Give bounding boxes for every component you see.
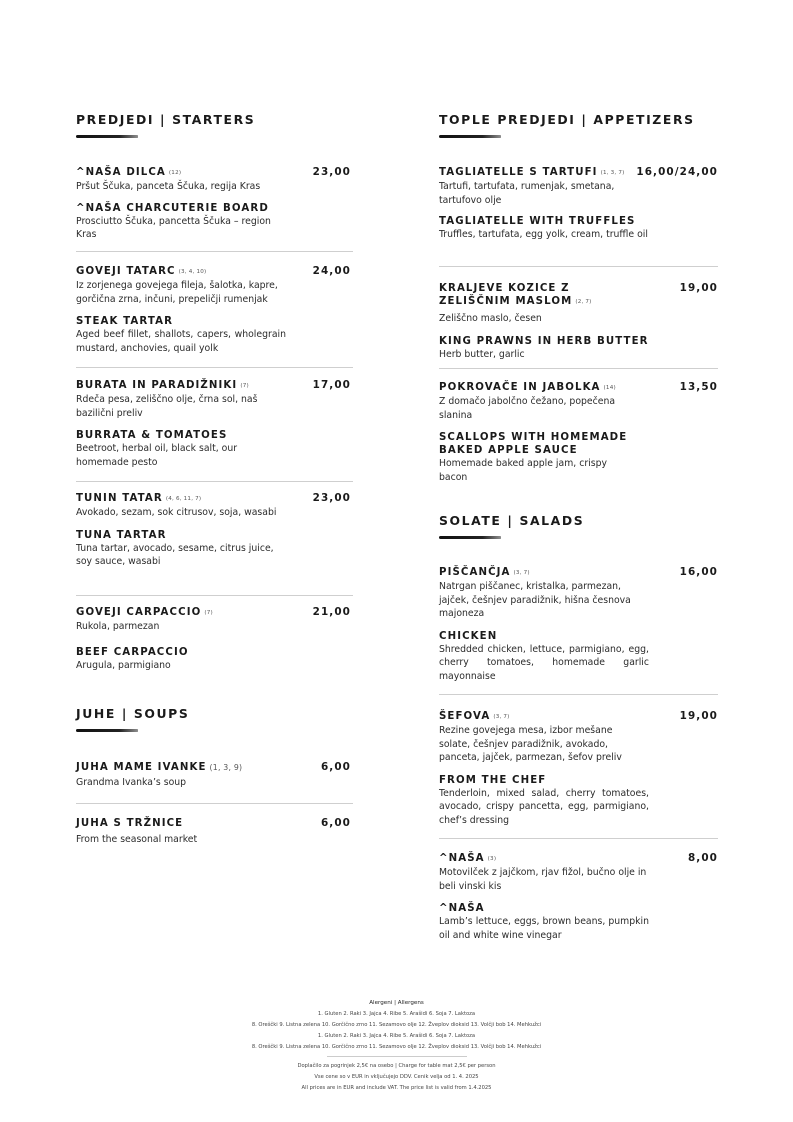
item-description-en: Tuna tartar, avocado, sesame, citrus juice, soy sauce, wasabi — [76, 542, 274, 567]
cover-charge-note: Doplačilo za pogrinjek 2,5€ na osebo | Charge for table mat 2,5€ per person — [297, 1063, 496, 1069]
item-price: 8,00 — [687, 852, 718, 864]
divider — [439, 694, 718, 695]
allergen-codes: (1, 3, 9) — [209, 763, 243, 772]
item-description-en: Truffles, tartufata, egg yolk, cream, truffle oil — [439, 229, 648, 240]
item-name: ^NAŠA DILCA — [76, 167, 166, 178]
allergens-line: 1. Gluten 2. Raki 3. Jajca 4. Ribe 5. Arašidi 6. Soja 7. Laktoza — [317, 1011, 476, 1017]
item-description-en: Tenderloin, mixed salad, cherry tomatoes, avocado, crispy pancetta, egg, parmigiano, chef’s dressing — [439, 787, 649, 826]
allergen-codes: (2, 7) — [575, 299, 592, 305]
item-name: TAGLIATELLE S TARTUFI — [439, 167, 598, 178]
section-starters — [76, 113, 353, 138]
item-price: 17,00 — [312, 379, 351, 391]
item-description: Iz zorjenega govejega fileja, šalotka, kapre, gorčična zrna, inčuni, prepeličji rumenjak — [76, 280, 278, 305]
item-description: Grandma Ivanka’s soup — [76, 777, 187, 788]
item-price: 21,00 — [312, 606, 351, 618]
allergens-line: 1. Gluten 2. Raki 3. Jajca 4. Ribe 5. Arašidi 6. Soja 7. Laktoza — [317, 1033, 476, 1039]
item-description: Rukola, parmezan — [76, 621, 160, 632]
item-name-en: TUNA TARTAR — [76, 529, 167, 541]
allergens-title: Alergeni | Allergens — [369, 1000, 424, 1006]
item-name: GOVEJI CARPACCIO — [76, 607, 202, 618]
allergen-codes: (12) — [168, 170, 182, 176]
menu-item — [439, 381, 718, 484]
item-description: Natrgan piščanec, kristalka, parmezan, jajček, češnjev paradižnik, hišna česnova majoneza — [439, 581, 631, 619]
divider — [76, 251, 353, 252]
item-name: JUHA S TRŽNICE — [76, 818, 184, 829]
menu-item — [76, 492, 353, 569]
divider — [439, 838, 718, 839]
item-price: 24,00 — [312, 265, 351, 277]
allergen-codes: (1, 3, 7) — [600, 170, 625, 176]
allergen-codes: (3, 4, 10) — [178, 269, 207, 275]
item-name-en: BEEF CARPACCIO — [76, 646, 189, 658]
menu-item — [76, 761, 353, 790]
item-price: 19,00 — [679, 710, 718, 722]
menu-item — [76, 379, 353, 469]
item-description: Tartufi, tartufata, rumenjak, smetana, tartufovo olje — [439, 181, 615, 206]
item-price: 16,00/24,00 — [636, 166, 718, 178]
item-description-en: Arugula, parmigiano — [76, 659, 171, 671]
item-name-en: CHICKEN — [439, 630, 498, 642]
menu-item — [439, 566, 718, 683]
item-description-en: Beetroot, herbal oil, black salt, our homemade pesto — [76, 443, 238, 468]
item-description-en: Shredded chicken, lettuce, parmigiano, egg, cherry tomatoes, homemade garlic mayonnaise — [439, 643, 649, 682]
item-name-en: ^NAŠA — [439, 903, 485, 914]
footer-divider — [327, 1056, 467, 1057]
item-name: TUNIN TATAR — [76, 493, 163, 504]
divider — [76, 367, 353, 368]
item-description-en: Prosciutto Ščuka, pancetta Ščuka – region Kras — [76, 215, 271, 240]
item-name: PIŠČANČJA — [439, 567, 511, 578]
brush-underline — [76, 135, 138, 138]
divider — [76, 595, 353, 596]
item-description: Z domačo jabolčno čežano, popečena slanina — [439, 396, 616, 421]
section-title: TOPLE PREDJEDI | APPETIZERS — [439, 112, 695, 127]
section-soups — [76, 707, 353, 732]
item-name: JUHA MAME IVANKE — [76, 762, 207, 773]
menu-item — [76, 606, 353, 672]
menu-item — [439, 166, 718, 242]
item-price: 19,00 — [679, 282, 718, 294]
allergen-codes: (7) — [240, 383, 249, 389]
footer — [0, 998, 793, 1094]
brush-underline — [439, 536, 501, 539]
item-name-en: FROM THE CHEF — [439, 774, 547, 786]
item-description-en: Herb butter, garlic — [439, 348, 525, 360]
item-description: Avokado, sezam, sok citrusov, soja, wasabi — [76, 507, 277, 518]
menu-item — [76, 166, 353, 242]
item-price: 23,00 — [312, 166, 351, 178]
price-note-en: All prices are in EUR and include VAT. The price list is valid from 1.4.2025 — [301, 1085, 492, 1091]
section-title: PREDJEDI | STARTERS — [76, 112, 256, 127]
brush-underline — [439, 135, 501, 138]
menu-item — [439, 282, 718, 361]
item-name: BURATA IN PARADIŽNIKI — [76, 380, 238, 391]
brush-underline — [76, 729, 138, 732]
item-name-en: ^NAŠA CHARCUTERIE BOARD — [76, 202, 269, 214]
item-price: 6,00 — [320, 817, 351, 829]
item-name: GOVEJI TATARC — [76, 266, 176, 277]
item-description: From the seasonal market — [76, 834, 198, 845]
menu-item — [439, 852, 718, 942]
price-note-si: Vse cene so v EUR in vključujejo DDV. Cenik velja od 1. 4. 2025 — [314, 1074, 479, 1080]
allergen-codes: (3) — [487, 856, 497, 862]
divider — [76, 481, 353, 482]
item-price: 16,00 — [679, 566, 718, 578]
item-description-en: Lamb’s lettuce, eggs, brown beans, pumpkin oil and white wine vinegar — [439, 916, 649, 941]
item-price: 23,00 — [312, 492, 351, 504]
section-title: JUHE | SOUPS — [76, 706, 190, 721]
section-title: SOLATE | SALADS — [439, 513, 585, 528]
item-description: Zeliščno maslo, česen — [439, 313, 542, 324]
item-name-en: KING PRAWNS IN HERB BUTTER — [439, 335, 649, 347]
allergen-codes: (14) — [603, 385, 616, 391]
item-description-en: Homemade baked apple jam, crispy bacon — [439, 458, 607, 483]
item-description: Motovilček z jajčkom, rjav fižol, bučno olje in beli vinski kis — [439, 867, 647, 892]
item-description: Rdeča pesa, zeliščno olje, črna sol, naš bazilični preliv — [76, 394, 258, 419]
item-name: ^NAŠA — [439, 853, 485, 864]
item-name-en: STEAK TARTAR — [76, 316, 174, 327]
divider — [439, 266, 718, 267]
allergen-codes: (7) — [204, 610, 213, 616]
item-description: Pršut Ščuka, panceta Ščuka, regija Kras — [76, 181, 261, 192]
allergen-codes: (3, 7) — [493, 714, 510, 720]
allergens-line: 8. Oreščki 9. Listna zelena 10. Gorčično zrno 11. Sezamovo olje 12. Žveplov dioksid 13. Volčji bob 14. Mehkužci — [251, 1044, 542, 1050]
item-name-en: TAGLIATELLE WITH TRUFFLES — [439, 216, 636, 227]
item-name: KRALJEVE KOZICE Z ZELIŠČNIM MASLOM — [439, 283, 573, 307]
item-name-en: SCALLOPS WITH HOMEMADE BAKED APPLE SAUCE — [439, 432, 628, 456]
menu-item — [439, 710, 718, 827]
allergens-line: 8. Oreščki 9. Listna zelena 10. Gorčično zrno 11. Sezamovo olje 12. Žveplov dioksid 13. Volčji bob 14. Mehkužci — [251, 1022, 542, 1028]
item-description: Rezine govejega mesa, izbor mešane solate, češnjev paradižnik, avokado, panceta, jajček, parmezan, šefov preliv — [439, 725, 622, 763]
item-name: ŠEFOVA — [439, 711, 491, 722]
divider — [439, 368, 718, 369]
divider — [76, 803, 353, 804]
item-name: POKROVAČE IN JABOLKA — [439, 382, 601, 393]
section-appetizers — [439, 113, 718, 138]
item-description-en: Aged beef fillet, shallots, capers, wholegrain mustard, anchovies, quail yolk — [76, 329, 286, 354]
menu-item — [76, 265, 353, 355]
allergen-codes: (3, 7) — [513, 570, 530, 576]
section-salads — [439, 514, 718, 539]
item-price: 13,50 — [679, 381, 718, 393]
item-price: 6,00 — [320, 761, 351, 773]
menu-item — [76, 817, 353, 847]
item-name-en: BURRATA & TOMATOES — [76, 430, 228, 441]
allergen-codes: (4, 6, 11, 7) — [165, 496, 202, 502]
